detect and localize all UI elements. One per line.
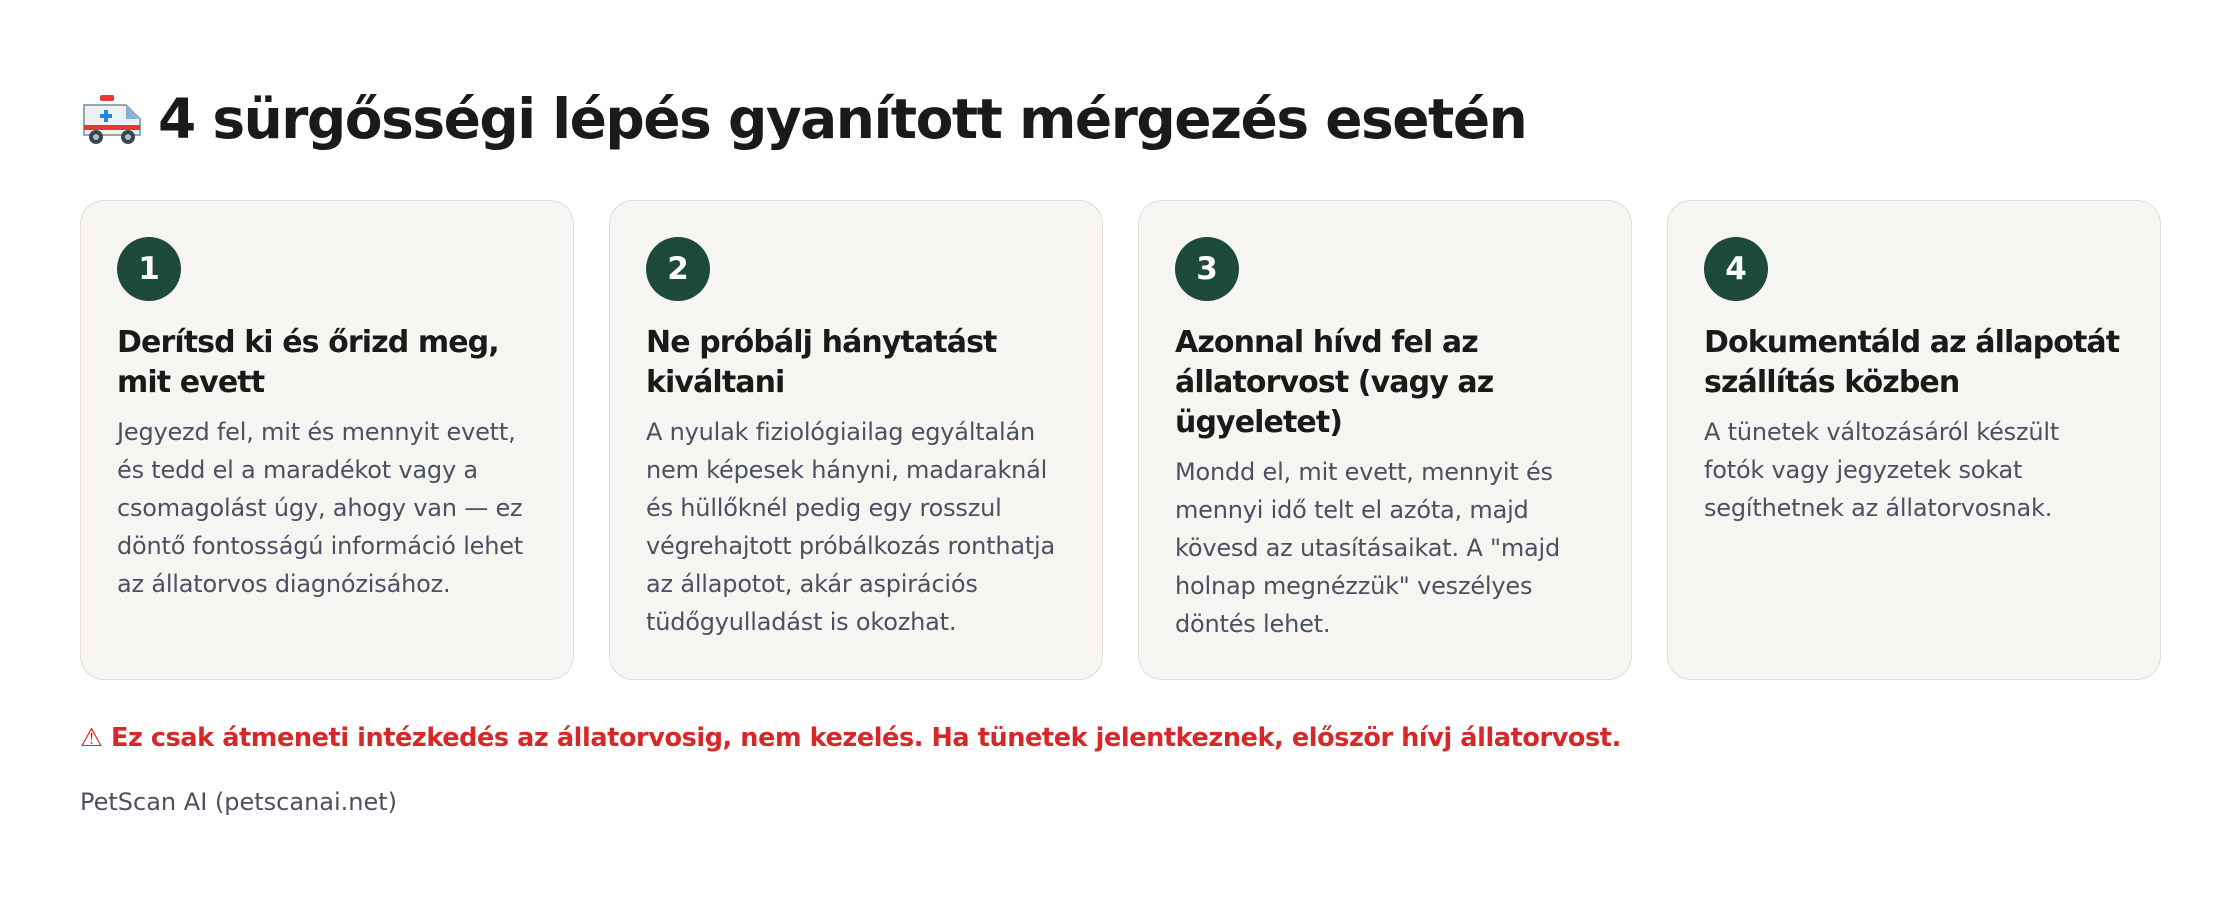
step-number-badge: 1 xyxy=(117,237,181,301)
step-description: Jegyezd fel, mit és mennyit evett, és tedd el a maradékot vagy a csomagolást úgy, ahogy van — ez döntő fontosságú információ lehet az állatorvos diagnózisához. xyxy=(117,418,524,598)
step-title: Ne próbálj hánytatást kiváltani xyxy=(646,325,997,400)
ambulance-icon xyxy=(80,91,144,147)
footer-credit: PetScan AI (petscanai.net) xyxy=(80,788,398,816)
steps-list xyxy=(80,200,2160,682)
warning-notice: ⚠ Ez csak átmeneti intézkedés az állatorvosig, nem kezelés. Ha tünetek jelentkeznek, először hívj állatorvost. xyxy=(80,723,1621,753)
step-card-4 xyxy=(1667,200,2161,680)
step-card-1 xyxy=(80,200,574,680)
page-header xyxy=(80,84,1526,154)
step-description: Mondd el, mit evett, mennyit és mennyi idő telt el azóta, majd kövesd az utasításaikat. A "majd holnap megnézzük" veszélyes döntés lehet. xyxy=(1175,458,1561,638)
page-title: 4 sürgősségi lépés gyanított mérgezés esetén xyxy=(158,87,1527,151)
step-description: A tünetek változásáról készült fotók vagy jegyzetek sokat segíthetnek az állatorvosnak. xyxy=(1704,418,2060,522)
step-description: A nyulak fiziológiailag egyáltalán nem képesek hányni, madaraknál és hüllőknél pedig egy rosszul végrehajtott próbálkozás ronthatja az állapotot, akár aspirációs tüdőgyulladást is okozhat. xyxy=(646,418,1056,636)
step-title: Azonnal hívd fel az állatorvost (vagy az ügyeletet) xyxy=(1175,325,1494,440)
step-number-badge: 3 xyxy=(1175,237,1239,301)
step-card-3 xyxy=(1138,200,1632,680)
step-title: Derítsd ki és őrizd meg, mit evett xyxy=(117,325,499,400)
step-card-2 xyxy=(609,200,1103,680)
step-number-badge: 2 xyxy=(646,237,710,301)
step-title: Dokumentáld az állapotát szállítás közben xyxy=(1704,325,2120,400)
step-number-badge: 4 xyxy=(1704,237,1768,301)
